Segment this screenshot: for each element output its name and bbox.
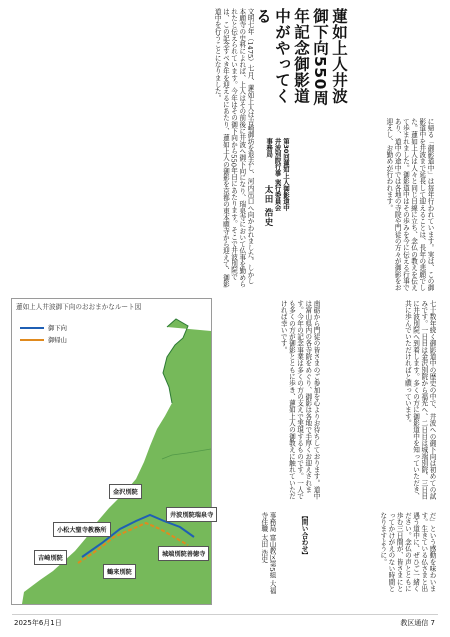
map-label-johana: 城端別院善徳寺 [158,546,209,561]
route-map [11,298,212,605]
map-label-yoshizaki: 吉崎別院 [34,550,67,565]
article-author: 太田 浩史 [263,185,273,227]
map-label-kosugi: 小松大聖寺教務所 [53,522,111,537]
footer-date: 2025年6月1日 [14,619,62,627]
footer-rule [12,614,438,615]
article-final-text: だ」という感動を味わいます。生きている仏さまと出遇う道中に、ぜひご一緒ください。念仏の声とともに歩む三日間が、皆さまにとってかけがえのない時間となりますように。 [378,512,436,592]
contact-label: 【問い合わせ】 [300,512,308,559]
map-label-kanazawa: 金沢別院 [109,484,142,499]
footer-publication: 教区通信 7 [400,619,435,627]
legend-return-label: 御帰山 [48,337,67,344]
contact-text: 事務局 富山教区第5組 大福寺住職 太田 浩史 [259,512,276,594]
article-lower-text: 南砺から門徒の皆さまのご参加を心よりお待ちしております。道中は富山県内の各寺院をめぐり、御影は各地で手厚くお迎えされます。今年の記念事業は多くの方の支えで実現するものです。一人でも多くの方が御影とともに歩き、蓮如上人の御教えに触れていただければ幸いです。 [279,300,320,500]
map-label-tsurugi: 鶴来別院 [103,564,136,579]
article-title: 蓮如上人井波御下向550周年記念御影道中がやってくる [254,8,348,106]
article-right-text: に帰る「御影道中」は毎年行われています。実は、この御影道中を井波まで延長して迎えることは、長年の悲願でした。蓮如上人は人々と同じ目線に立ち、念仏の教えを伝えて歩まれました。御影道中はその歩みを今に伝える行事であり、道中の途中では各地の寺院や門徒の方々が御影をお迎えし、お勤めが行われます。 [384,118,434,291]
article-intro-text: 文明七年（1475）七月、蓮如上人は吉崎御坊を退去し、河内出口へ向かわれました。しかし本願寺の史料によれば、上人はその前後に井波へ御下向になり、瑞泉寺において仏事を勤められたと伝えられています。今年はその御下向から550年目にあたります。そこで井波別院では、この記念すべき年を迎えるにあたり、蓮如上人の御影を京都の東本願寺から迎えて、御影道中を行うことになりました。 [213,8,254,288]
legend-outbound-label: 御下向 [48,325,67,332]
article-right-lower-text: 七十数年続く御影道中の歴史の中で、井波への御下向は初めての試みです。一日目は金沢別院から福光へ、二日目は城端別院、三日目に井波別院へ到着します。多くの方に御影道中を知っていただき、共に歩んでいただければと願っています。 [403,300,436,500]
map-label-inami: 井波別院瑞泉寺 [166,507,217,522]
map-title: 蓮如上人井波御下向のおおまかなルート図 [16,303,142,311]
article-byline: 第30回蓮如上人御影道中 井波別院行事 実行委員会 事務局 [265,138,290,211]
